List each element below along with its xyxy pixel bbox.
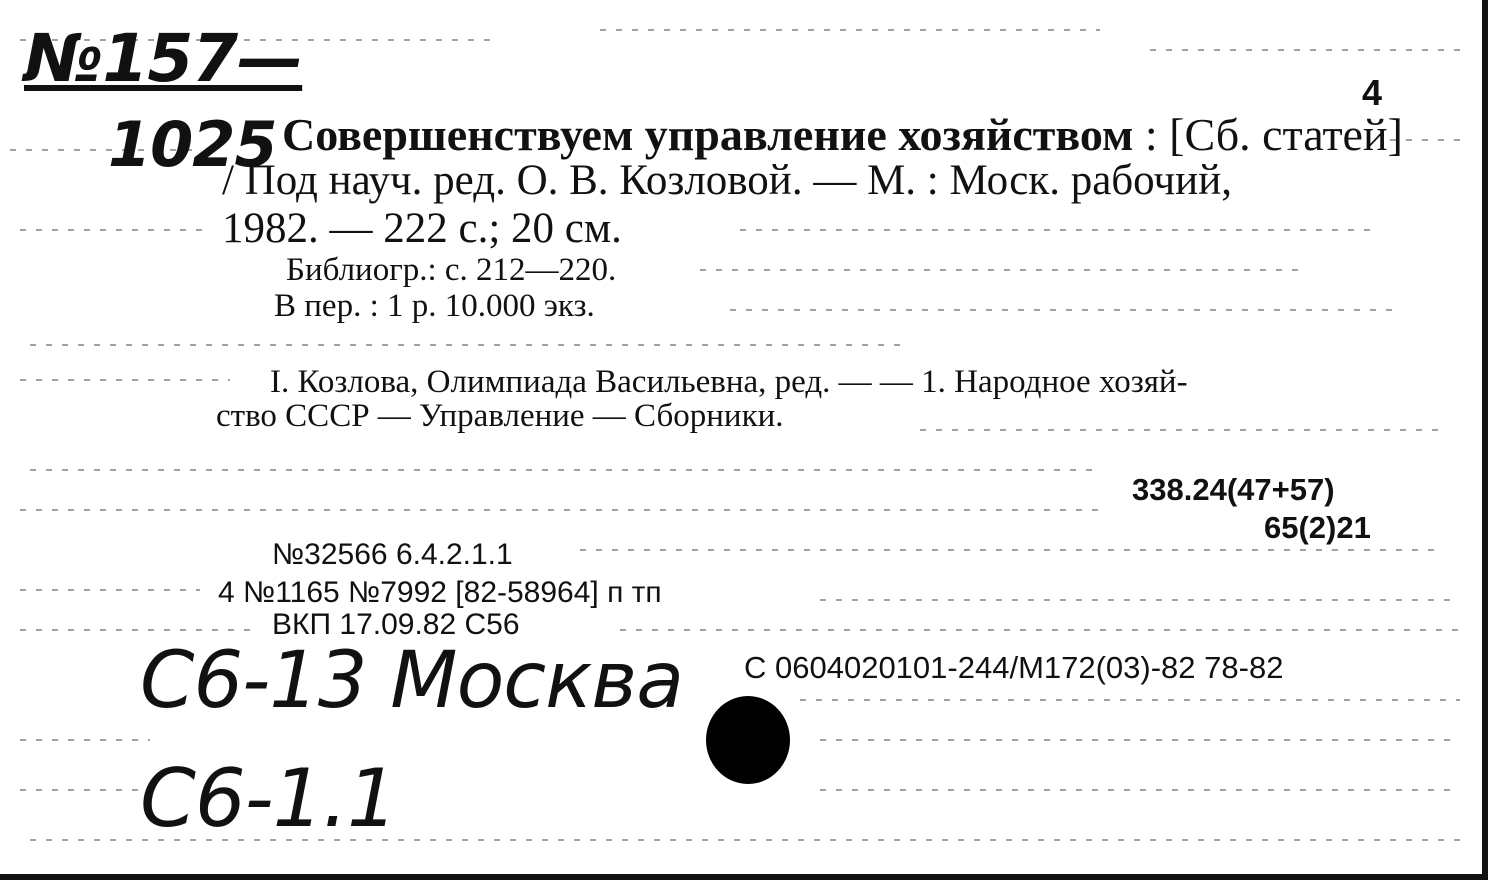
reference-line-3: ВКП 17.09.82 С56 [272, 608, 520, 641]
classification-code-1: 338.24(47+57) [1132, 472, 1335, 507]
handwritten-location: С6-13 Москва [140, 636, 684, 726]
year-pages-line: 1982. — 222 с.; 20 см. [222, 205, 622, 252]
bibliography-note: Библиогр.: с. 212—220. [286, 252, 617, 288]
editor-publisher-line: / Под науч. ред. О. В. Козловой. — М. : Моск. рабочий, [222, 157, 1232, 204]
title-bold: Совершенствуем управление хозяйством [282, 109, 1134, 160]
title-type: : [Сб. статей] [1133, 109, 1403, 160]
handwritten-record-number: 1025 [108, 108, 277, 181]
reference-line-1: №32566 6.4.2.1.1 [272, 538, 513, 571]
punch-hole [706, 696, 790, 784]
handwritten-shelf-code: С6-1.1 [140, 752, 397, 845]
subjects-line-2: ство СССР — Управление — Сборники. [216, 398, 784, 434]
book-title [282, 108, 1403, 161]
handwritten-shelf-number: №157— [24, 20, 303, 97]
volume-number: 4 [1362, 72, 1383, 113]
classification-code-2: 65(2)21 [1264, 510, 1371, 545]
subjects-line-1: I. Козлова, Олимпиада Васильевна, ред. — — 1. Народное хозяй- [270, 364, 1188, 400]
publication-code: С 0604020101-244/М172(03)-82 78-82 [744, 650, 1284, 685]
reference-line-2: 4 №1165 №7992 [82-58964] п тп [218, 576, 662, 609]
price-print-run-note: В пер. : 1 р. 10.000 экз. [274, 288, 595, 324]
